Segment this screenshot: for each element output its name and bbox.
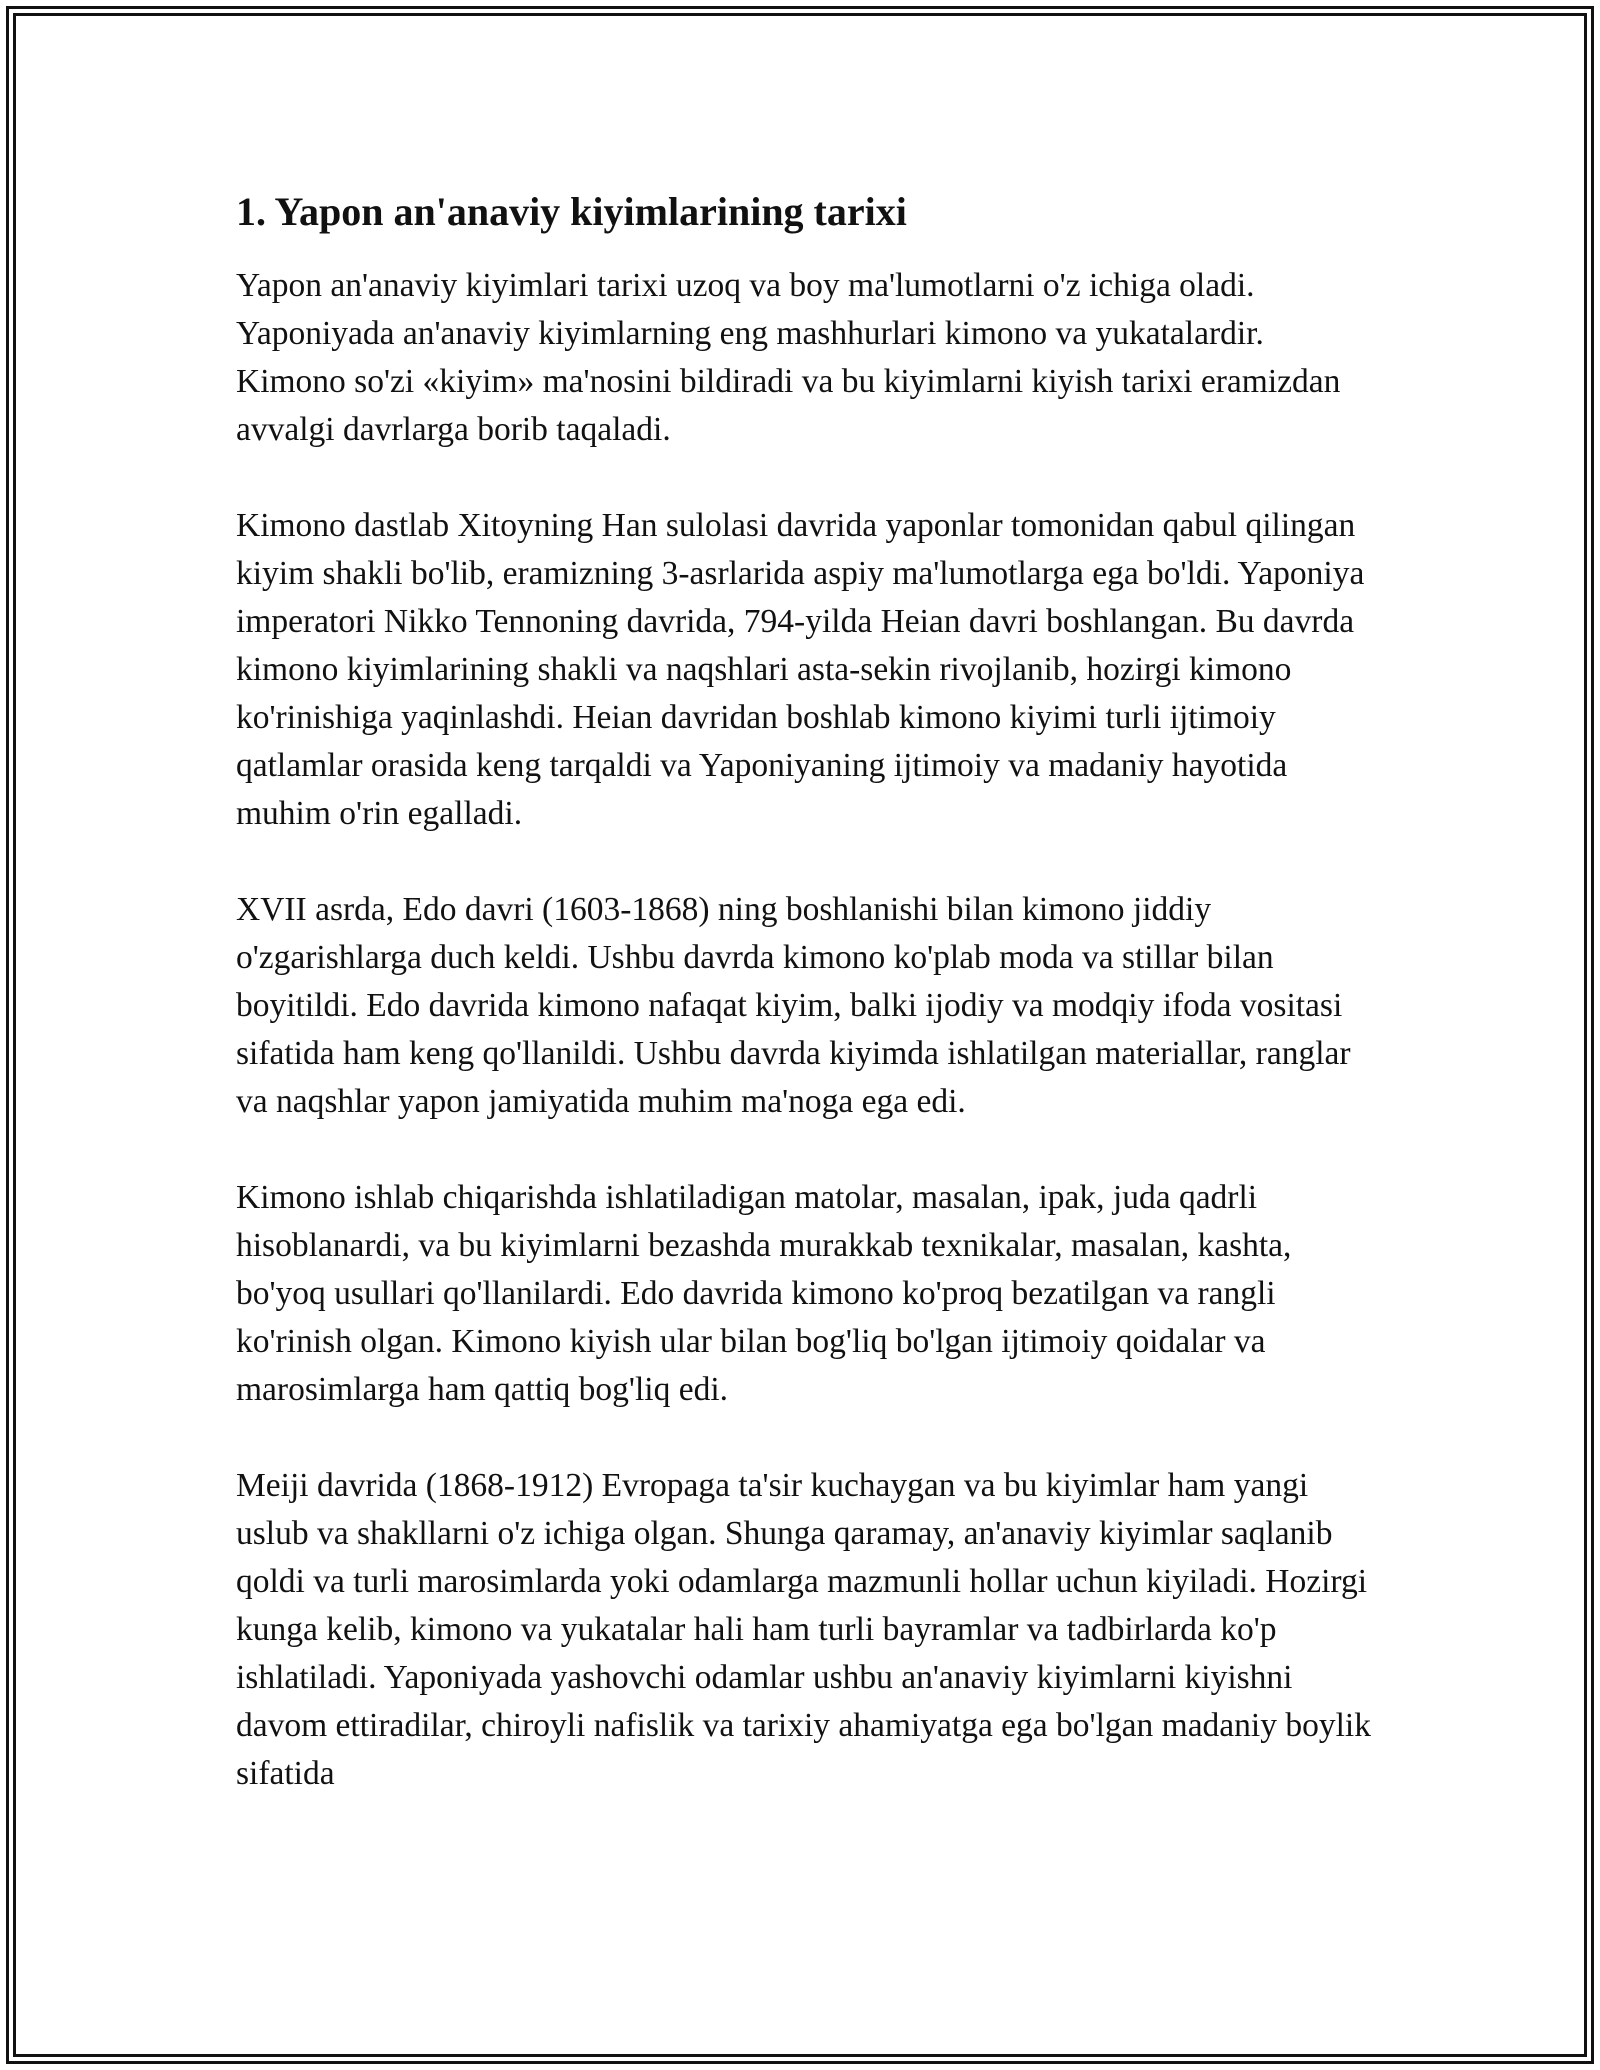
- paragraph-4: Kimono ishlab chiqarishda ishlatiladigan matolar, masalan, ipak, juda qadrli hisoblanardi, va bu kiyimlarni bezashda murakkab texnikalar, masalan, kashta, bo'yoq usullari qo'llanilardi. Edo davrida kimono ko'proq bezatilgan va rangli ko'rinish olgan. Kimono kiyish ular bilan bog'liq bo'lgan ijtimoiy qoidalar va marosimlarga ham qattiq bog'liq edi.: [236, 1179, 1292, 1408]
- paragraph-1: Yapon an'anaviy kiyimlari tarixi uzoq va boy ma'lumotlarni o'z ichiga oladi. Yaponiyada an'anaviy kiyimlarning eng mashhurlari kimono va yukatalardir. Kimono so'zi «kiyim» ma'nosini bildiradi va bu kiyimlarni kiyish tarixi eramizdan avvalgi davrlarga borib taqaladi.: [236, 267, 1341, 448]
- section-heading: 1. Yapon an'anaviy kiyimlarining tarixi: [236, 189, 907, 234]
- paragraph-5: Meiji davrida (1868-1912) Evropaga ta'sir kuchaygan va bu kiyimlar ham yangi uslub va shakllarni o'z ichiga olgan. Shunga qaramay, an'anaviy kiyimlar saqlanib qoldi va turli marosimlarda yoki odamlarga mazmunli hollar uchun kiyiladi. Hozirgi kunga kelib, kimono va yukatalar hali ham turli bayramlar va tadbirlarda ko'p ishlatiladi. Yaponiyada yashovchi odamlar ushbu an'anaviy kiyimlarni kiyishni davom ettiradilar, chiroyli nafislik va tarixiy ahamiyatga ega bo'lgan madaniy boylik sifatida: [236, 1467, 1371, 1792]
- paragraph-2: Kimono dastlab Xitoyning Han sulolasi davrida yaponlar tomonidan qabul qilingan kiyim shakli bo'lib, eramizning 3-asrlarida aspiy ma'lumotlarga ega bo'ldi. Yaponiya imperatori Nikko Tennoning davrida, 794-yilda Heian davri boshlangan. Bu davrda kimono kiyimlarining shakli va naqshlari asta-sekin rivojlanib, hozirgi kimono ko'rinishiga yaqinlashdi. Heian davridan boshlab kimono kiyimi turli ijtimoiy qatlamlar orasida keng tarqaldi va Yaponiyaning ijtimoiy va madaniy hayotida muhim o'rin egalladi.: [236, 507, 1365, 832]
- document-body: [236, 186, 1376, 1798]
- paragraph-3: XVII asrda, Edo davri (1603-1868) ning boshlanishi bilan kimono jiddiy o'zgarishlarga duch keldi. Ushbu davrda kimono ko'plab moda va stillar bilan boyitildi. Edo davrida kimono nafaqat kiyim, balki ijodiy va modqiy ifoda vositasi sifatida ham keng qo'llanildi. Ushbu davrda kiyimda ishlatilgan materiallar, ranglar va naqshlar yapon jamiyatida muhim ma'noga ega edi.: [236, 891, 1351, 1120]
